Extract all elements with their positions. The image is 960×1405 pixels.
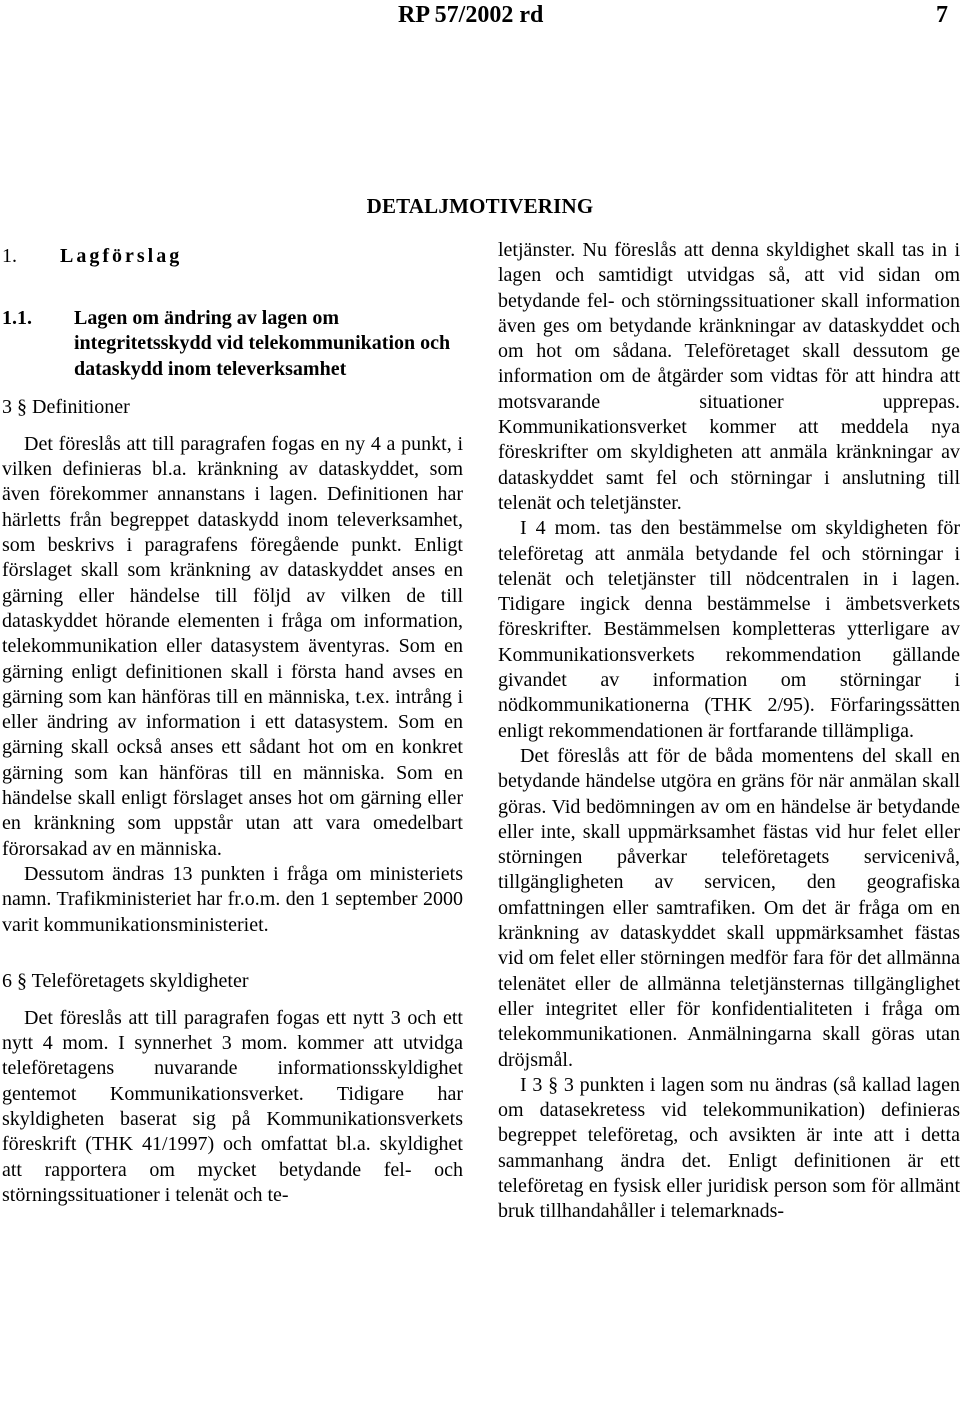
- paragraph-threshold: Det föreslås att för de båda momentens del skall en betydande händelse utgöra en gräns för när anmälan skall göras. Vid bedömningen av om en händelse är betydande eller inte, skall uppmärksamhet fästas vid hur felet eller störningen påverkar teleföretagets servicenivå, tillgängligheten av servicen, den geografiska omfattningen eller samtrafiken. Om det är fråga om en kränkning av dataskyddet skall uppmärksamhet fästas vid om felet eller störningen medför fara för det allmänna telenätet eller de allmänna teletjänsternas tillgänglighet eller integritet eller för konfidentialiteten i fråga om telekommunikationen. Anmälningarna skall göras utan dröjsmål.: [498, 744, 960, 1071]
- main-heading: DETALJMOTIVERING: [366, 194, 594, 218]
- paragraph-continuation: letjänster. Nu föreslås att denna skyldighet skall tas in i lagen och samtidigt utvidgas så, att vid sidan om betydande fel- och störningssituationer skall information även ges om betydande kränkningar av dataskyddet och om hot om sådana. Teleföretaget skall dessutom ge information om de åtgärder som vidtas för att hindra att motsvarande situationer upprepas. Kommunikationsverket kommer att meddela nya föreskrifter om skyldigheten att anmäla kränkningar av dataskyddet samt fel och störningar i anslutning till telenät och teletjänster.: [498, 239, 960, 514]
- section-number: 1.: [2, 245, 17, 268]
- subsection-heading: [2, 306, 463, 382]
- paragraph-definitions-text: Det föreslås att till paragrafen fogas en ny 4 a punkt, i vilken definieras bl.a. kränkning av dataskyddet, som även förekommer annanstans i lagen. Definitionen har härletts från begreppet dataskydd inom televerksamhet, som beskrivs i paragrafens föregående punkt. Enligt förslaget skall som kränkning av dataskyddet anses en gärning eller händelse till följd av vilken de till dataskyddet hörande elementen i fråga om information, telekommunikation eller datasystem äventyras. Som en gärning enligt definitionen skall i första hand avses en gärning som kan hänföras till en människa, t.ex. intrång i eller ändring av information i ett datasystem. Som en gärning skall också anses ett sådant hot om en konkret gärning som kan hänföras till en människa. Som en händelse skall enligt förslaget anses hot om gärning eller en kränkning som uppstår utan att vara omedelbart förorsakad av en människa.: [2, 432, 463, 860]
- left-column: [2, 238, 463, 1208]
- page-number: 7: [936, 2, 948, 28]
- paragraph-heading-definitions: 3 § Definitioner: [2, 395, 130, 418]
- paragraph-definition-teleforetag: I 3 § 3 punkten i lagen som nu ändras (så kallad lagen om datasekretess vid telekommunikation) definieras begreppet teleföretag, och avsikten är inte att i detta sammanhang ändra det. Enligt definitionen är ett teleföretag en fysisk eller juridisk person som för allmänt bruk tillhandahåller i telemarknads-: [498, 1073, 960, 1223]
- running-header: [0, 0, 960, 30]
- right-column: [498, 238, 960, 1225]
- subsection-number: 1.1.: [2, 307, 32, 329]
- paragraph-ministry-text: Dessutom ändras 13 punkten i fråga om ministeriets namn. Trafikministeriet har fr.o.m. den 1 september 2000 varit kommunikationsministeriet.: [2, 862, 463, 936]
- section-title: Lagförslag: [60, 245, 183, 268]
- paragraph-heading-obligations: 6 § Teleföretagets skyldigheter: [2, 969, 249, 992]
- paragraph-emergency-centre: I 4 mom. tas den bestämmelse om skyldigheten för teleföretag att anmäla betydande fel och störningar i telenät och teletjänster till nödcentralen in i lagen. Tidigare ingick denna bestämmelse i ämbetsverkets föreskrifter. Bestämmelsen kompletteras ytterligare av Kommunikationsverkets rekommendation gällande givandet av information om störningar i nödkommunikationerna (THK 2/95). Förfaringssätten enligt rekommendationen är fortfarande tillämpliga.: [498, 517, 960, 742]
- paragraph-obligations-text: Det föreslås att till paragrafen fogas ett nytt 3 och ett nytt 4 mom. I synnerhet 3 mom. kommer att utvidga teleföretagens nuvarande informationsskyldighet gentemot Kommunikationsverket. Tidigare har skyldigheten baserat sig på Kommunikationsverkets föreskrift (THK 41/1997) och omfattat bl.a. skyldighet att rapportera om mycket betydande fel- och störningssituationer i telenät och te-: [2, 1006, 463, 1206]
- document-id: RP 57/2002 rd: [398, 2, 544, 28]
- subsection-title: Lagen om ändring av lagen om integritetsskydd vid telekommunikation och dataskydd inom televerksamhet: [74, 307, 451, 380]
- section-heading: [2, 238, 463, 276]
